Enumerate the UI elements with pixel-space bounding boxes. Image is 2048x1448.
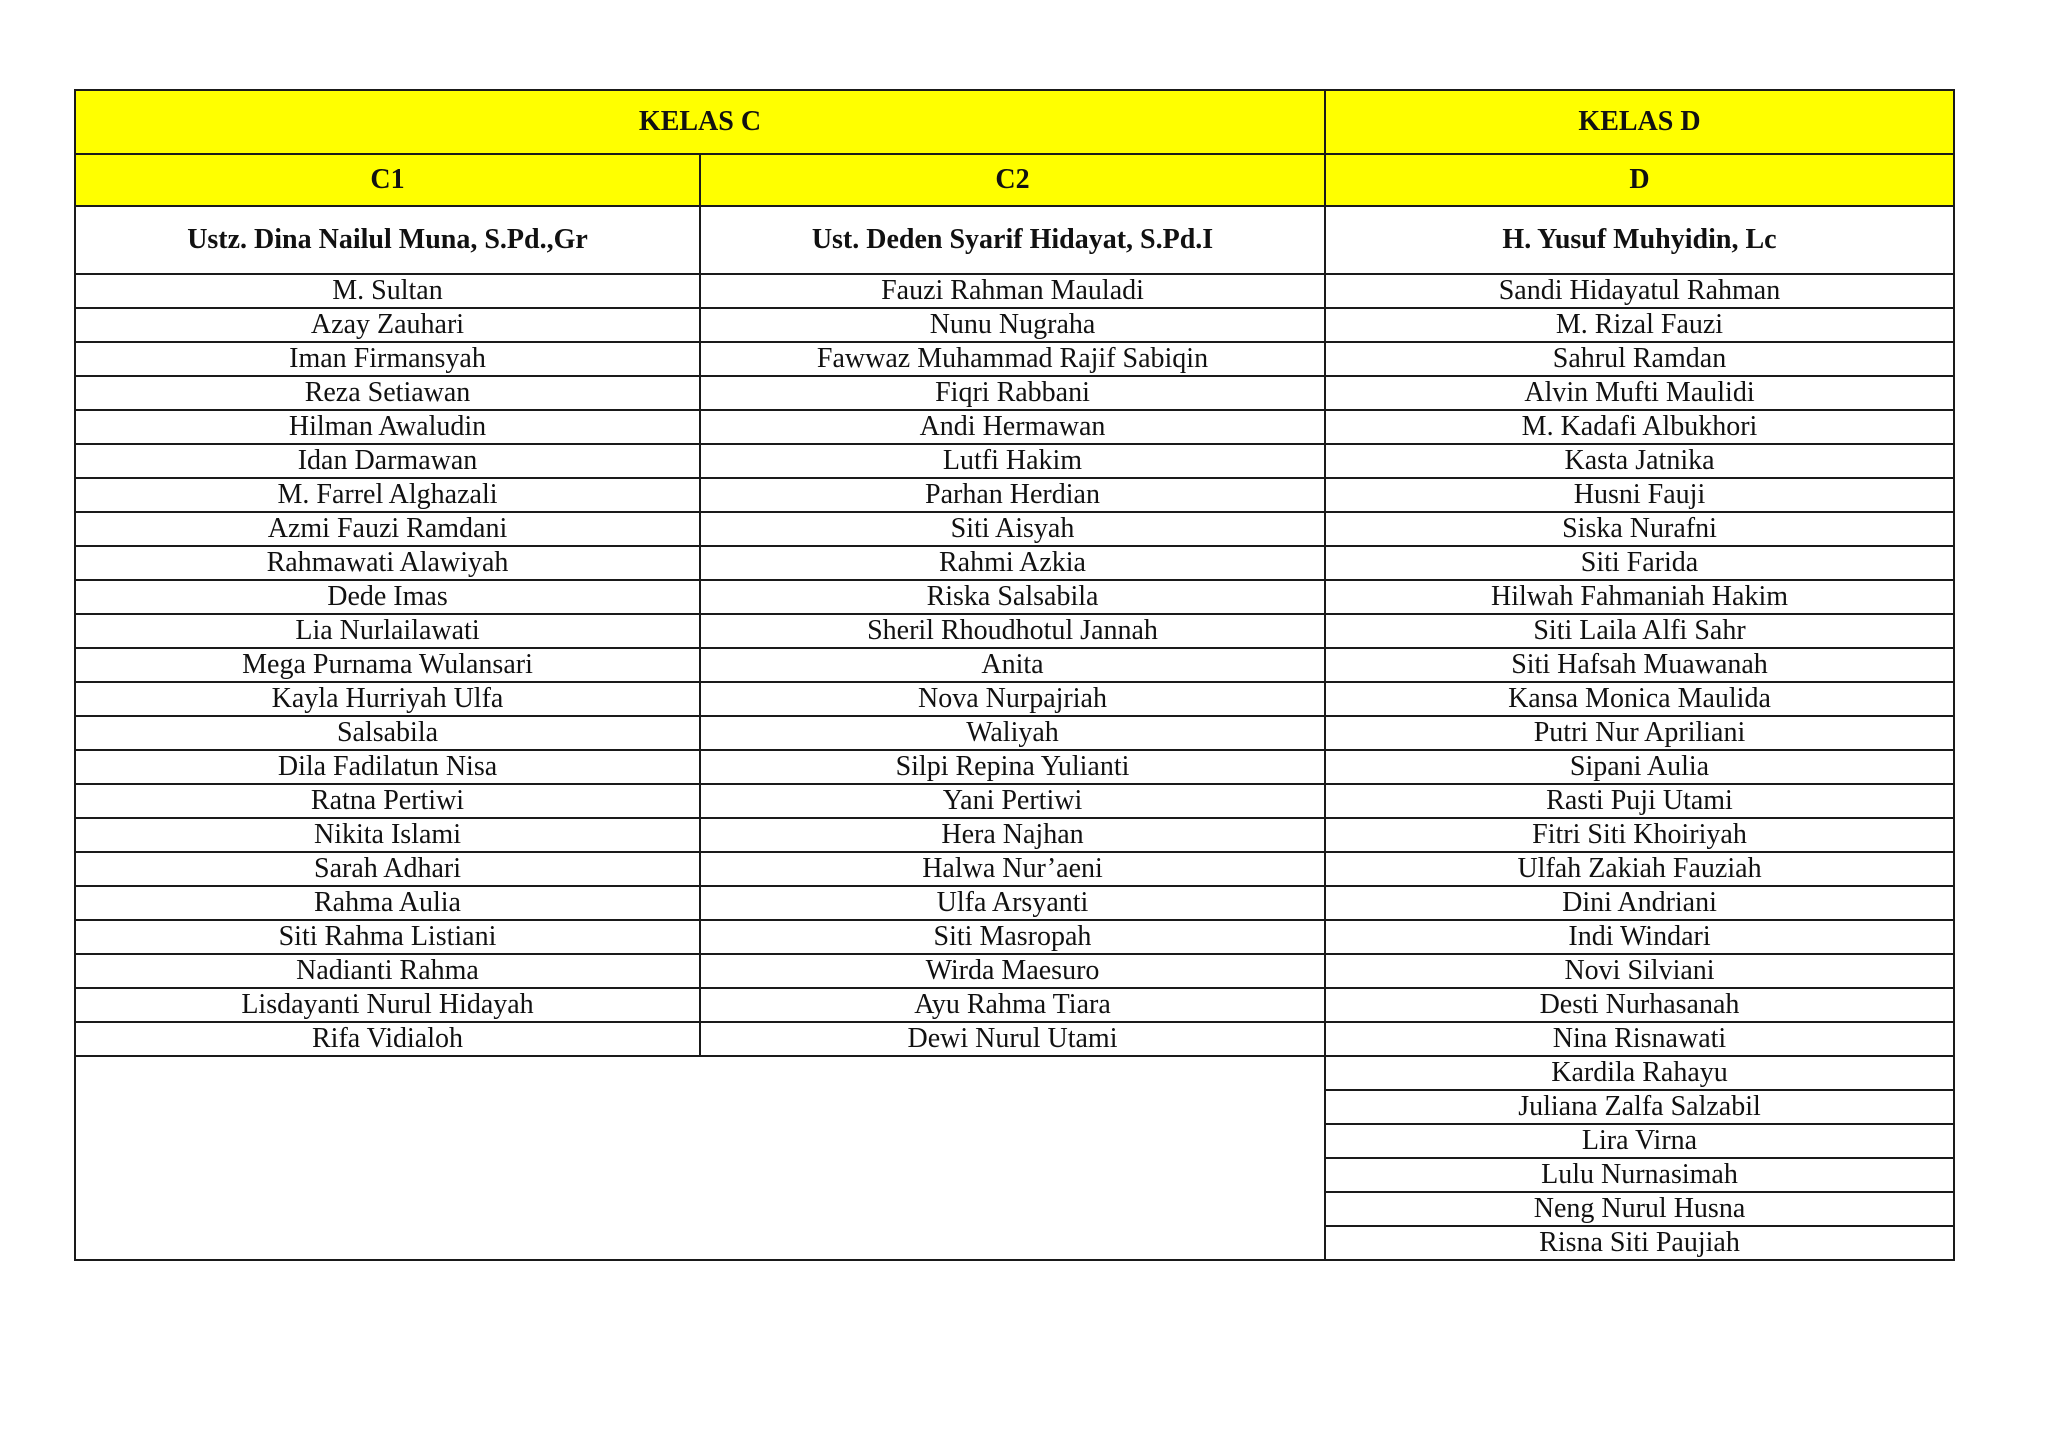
d-student-name: Kardila Rahayu: [1325, 1056, 1954, 1090]
c2-student-name: Nunu Nugraha: [700, 308, 1325, 342]
c2-header: C2: [700, 154, 1325, 206]
c2-student-name: Siti Masropah: [700, 920, 1325, 954]
d-student-name: Kasta Jatnika: [1325, 444, 1954, 478]
c1-header: C1: [75, 154, 700, 206]
d-student-name: Sahrul Ramdan: [1325, 342, 1954, 376]
d-student-name: M. Kadafi Albukhori: [1325, 410, 1954, 444]
table-row: [75, 818, 1954, 852]
d-student-name: Lulu Nurnasimah: [1325, 1158, 1954, 1192]
table-row: [75, 376, 1954, 410]
d-student-name: Juliana Zalfa Salzabil: [1325, 1090, 1954, 1124]
c1-student-name: Rahma Aulia: [75, 886, 700, 920]
d-student-name: Rasti Puji Utami: [1325, 784, 1954, 818]
table-row: [75, 546, 1954, 580]
table-row: [75, 784, 1954, 818]
c2-student-name: Andi Hermawan: [700, 410, 1325, 444]
c2-student-name: Siti Aisyah: [700, 512, 1325, 546]
table-row: [75, 716, 1954, 750]
table-row: [75, 988, 1954, 1022]
d-student-name: Husni Fauji: [1325, 478, 1954, 512]
c2-student-name: Hera Najhan: [700, 818, 1325, 852]
c1-student-name: Hilman Awaludin: [75, 410, 700, 444]
d-student-name: Nina Risnawati: [1325, 1022, 1954, 1056]
table-row: [75, 852, 1954, 886]
c2-student-name: Yani Pertiwi: [700, 784, 1325, 818]
d-student-name: Dini Andriani: [1325, 886, 1954, 920]
d-student-name: Indi Windari: [1325, 920, 1954, 954]
c2-student-name: Fiqri Rabbani: [700, 376, 1325, 410]
c2-student-name: Silpi Repina Yulianti: [700, 750, 1325, 784]
d-student-name: M. Rizal Fauzi: [1325, 308, 1954, 342]
d-student-name: Siti Farida: [1325, 546, 1954, 580]
c1-student-name: Lisdayanti Nurul Hidayah: [75, 988, 700, 1022]
c2-student-name: Halwa Nur’aeni: [700, 852, 1325, 886]
c2-student-name: Parhan Herdian: [700, 478, 1325, 512]
table-row: [75, 614, 1954, 648]
d-student-name: Neng Nurul Husna: [1325, 1192, 1954, 1226]
d-student-name: Desti Nurhasanah: [1325, 988, 1954, 1022]
c2-student-name: Lutfi Hakim: [700, 444, 1325, 478]
d-student-name: Hilwah Fahmaniah Hakim: [1325, 580, 1954, 614]
c2-student-name: Waliyah: [700, 716, 1325, 750]
c1-student-name: Azay Zauhari: [75, 308, 700, 342]
c2-student-name: Fauzi Rahman Mauladi: [700, 274, 1325, 308]
d-student-name: Novi Silviani: [1325, 954, 1954, 988]
table-row: [75, 308, 1954, 342]
table-row: [75, 512, 1954, 546]
c2-student-name: Rahmi Azkia: [700, 546, 1325, 580]
table-row: [75, 1056, 1954, 1090]
c1-student-name: M. Farrel Alghazali: [75, 478, 700, 512]
c1-student-name: Nadianti Rahma: [75, 954, 700, 988]
class-header-row: [75, 90, 1954, 154]
d-student-name: Lira Virna: [1325, 1124, 1954, 1158]
d-student-name: Sipani Aulia: [1325, 750, 1954, 784]
c2-student-name: Ulfa Arsyanti: [700, 886, 1325, 920]
c1-student-name: Reza Setiawan: [75, 376, 700, 410]
c1-student-name: M. Sultan: [75, 274, 700, 308]
c1-student-name: Dede Imas: [75, 580, 700, 614]
c1-student-name: Mega Purnama Wulansari: [75, 648, 700, 682]
table-row: [75, 920, 1954, 954]
d-student-name: Kansa Monica Maulida: [1325, 682, 1954, 716]
c1-student-name: Siti Rahma Listiani: [75, 920, 700, 954]
d-teacher: H. Yusuf Muhyidin, Lc: [1325, 206, 1954, 274]
d-student-name: Siska Nurafni: [1325, 512, 1954, 546]
table-row: [75, 580, 1954, 614]
c2-student-name: Anita: [700, 648, 1325, 682]
c1-student-name: Rahmawati Alawiyah: [75, 546, 700, 580]
kelas-d-header: KELAS D: [1325, 90, 1954, 154]
table-row: [75, 478, 1954, 512]
kelas-c-header: KELAS C: [75, 90, 1325, 154]
d-student-name: Risna Siti Paujiah: [1325, 1226, 1954, 1260]
c1-student-name: Lia Nurlailawati: [75, 614, 700, 648]
c1-student-name: Iman Firmansyah: [75, 342, 700, 376]
table-row: [75, 886, 1954, 920]
d-student-name: Putri Nur Apriliani: [1325, 716, 1954, 750]
d-student-name: Siti Laila Alfi Sahr: [1325, 614, 1954, 648]
c1-student-name: Salsabila: [75, 716, 700, 750]
table-row: [75, 750, 1954, 784]
c1-student-name: Sarah Adhari: [75, 852, 700, 886]
teacher-row: [75, 206, 1954, 274]
d-student-name: Fitri Siti Khoiriyah: [1325, 818, 1954, 852]
c2-student-name: Wirda Maesuro: [700, 954, 1325, 988]
c2-student-name: Riska Salsabila: [700, 580, 1325, 614]
d-student-name: Sandi Hidayatul Rahman: [1325, 274, 1954, 308]
c1-student-name: Rifa Vidialoh: [75, 1022, 700, 1056]
subclass-header-row: [75, 154, 1954, 206]
table-row: [75, 1022, 1954, 1056]
d-student-name: Siti Hafsah Muawanah: [1325, 648, 1954, 682]
table-row: [75, 274, 1954, 308]
class-roster-table: [74, 89, 1955, 1261]
c2-student-name: Nova Nurpajriah: [700, 682, 1325, 716]
c1-student-name: Kayla Hurriyah Ulfa: [75, 682, 700, 716]
c1-student-name: Azmi Fauzi Ramdani: [75, 512, 700, 546]
c2-student-name: Sheril Rhoudhotul Jannah: [700, 614, 1325, 648]
table-row: [75, 648, 1954, 682]
c1-teacher: Ustz. Dina Nailul Muna, S.Pd.,Gr: [75, 206, 700, 274]
c1-student-name: Nikita Islami: [75, 818, 700, 852]
c2-student-name: Dewi Nurul Utami: [700, 1022, 1325, 1056]
c1-student-name: Dila Fadilatun Nisa: [75, 750, 700, 784]
c1-student-name: Idan Darmawan: [75, 444, 700, 478]
c1-student-name: Ratna Pertiwi: [75, 784, 700, 818]
table-row: [75, 682, 1954, 716]
table-row: [75, 410, 1954, 444]
c2-student-name: Ayu Rahma Tiara: [700, 988, 1325, 1022]
d-student-name: Alvin Mufti Maulidi: [1325, 376, 1954, 410]
c2-teacher: Ust. Deden Syarif Hidayat, S.Pd.I: [700, 206, 1325, 274]
c2-student-name: Fawwaz Muhammad Rajif Sabiqin: [700, 342, 1325, 376]
table-row: [75, 342, 1954, 376]
d-student-name: Ulfah Zakiah Fauziah: [1325, 852, 1954, 886]
table-row: [75, 444, 1954, 478]
d-header: D: [1325, 154, 1954, 206]
table-row: [75, 954, 1954, 988]
empty-kelas-c-area: [75, 1056, 1325, 1260]
